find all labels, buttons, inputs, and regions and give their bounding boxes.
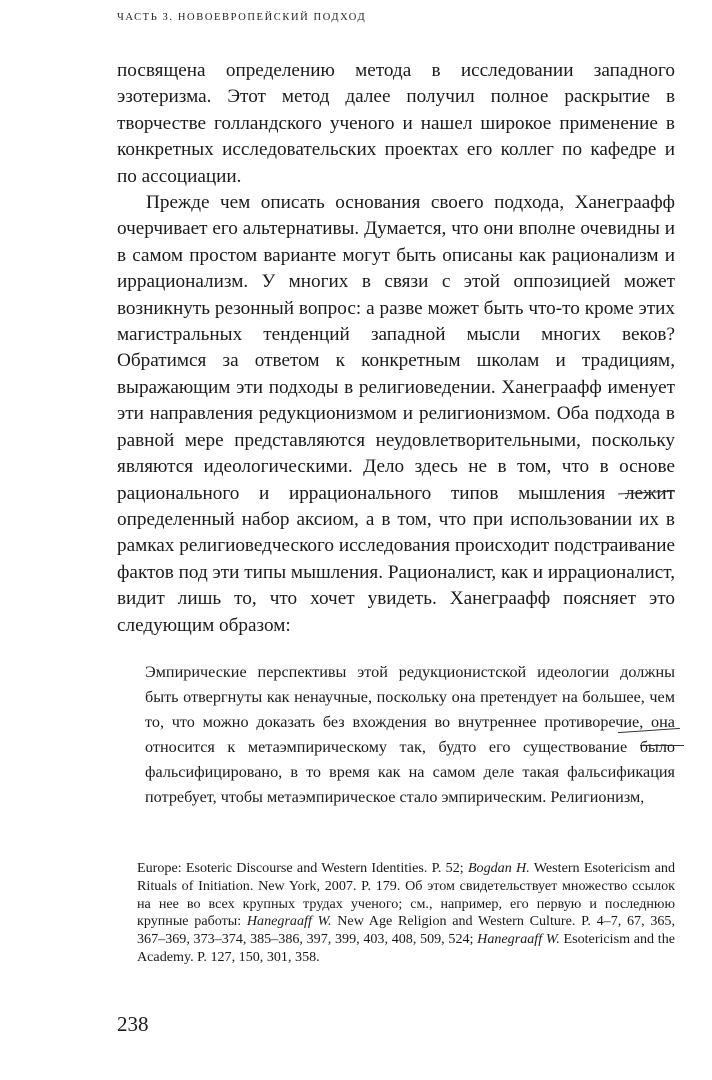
paragraph: посвящена определению метода в исследовании западного эзотеризма. Этот метод далее получил полное раскрытие в творчестве голландского ученого и нашел широкое применение в конкретных исследовательских проектах его коллег по кафедре и по ассоциации. bbox=[117, 60, 675, 187]
footnote-segment: Esotericism and the Academy. P. 127, 150, 301, 358. bbox=[137, 931, 675, 965]
footnote-segment: New Age Religion and Western Culture. P. 4–7, 67, 365, 367–369, 373–374, 385–386, 397, 399, 403, 408, 509, 524; bbox=[137, 913, 675, 948]
block-quote bbox=[145, 660, 675, 811]
main-text bbox=[117, 58, 675, 639]
footnote-text bbox=[137, 860, 675, 967]
footnote-segment: Western Esotericism and Rituals of Initiation. New York, 2007. P. 179. Об этом свидетельствует множество ссылок на нее во всех крупных трудах ученого; см., например, его первую и последнюю крупные работы: bbox=[137, 860, 675, 930]
footnote-segment: Europe: Esoteric Discourse and Western Identities. P. 52; bbox=[137, 860, 468, 876]
pencil-underline-mark bbox=[592, 542, 622, 543]
page-number: 238 bbox=[117, 1012, 149, 1036]
running-head: ЧАСТЬ 3. НОВОЕВРОПЕЙСКИЙ ПОДХОД bbox=[117, 12, 367, 23]
footnote-author: Bogdan H. bbox=[467, 860, 530, 876]
footnote bbox=[137, 860, 675, 967]
pencil-underline-mark bbox=[640, 745, 684, 746]
paragraph: Прежде чем описать основания своего подхода, Ханеграафф очерчивает его альтернативы. Думается, что они вполне очевидны и в самом простом варианте могут быть описаны как рационализм и иррационализм. У многих в связи с этой оппозицией может возникнуть резонный вопрос: а разве может быть что-то кроме этих магистральных тенденций западной мысли многих веков? Обратимся за ответом к конкретным школам и традициям, выражающим эти подходы в религиоведении. Ханеграафф именует эти направления редукционизмом и религионизмом. Оба подхода в равной мере представляются неудовлетворительными, поскольку являются идеологическими. Дело здесь не в том, что в основе рационального и иррационального типов мышления лежит определенный набор аксиом, а в том, что при использовании их в рамках религиоведческого исследования происходит подстраивание фактов под эти типы мышления. Рационалист, как и иррационалист, видит лишь то, что хочет увидеть. Ханеграафф поясняет это следующим образом: bbox=[117, 192, 675, 636]
footnote-author: Hanegraaff W. bbox=[477, 931, 560, 948]
footnote-author: Hanegraaff W. bbox=[246, 913, 332, 930]
quote-text: Эмпирические перспективы этой редукционистской идеологии должны быть отвергнуты как ненаучные, поскольку она претендует на большее, чем то, что можно доказать без вхождения во внутреннее противоречие, она относится к метаэмпирическому так, будто его существование было фальсифицировано, в то время как на самом деле такая фальсификация потребует, чтобы метаэмпирическое стало эмпирическим. Религионизм, bbox=[145, 663, 675, 807]
